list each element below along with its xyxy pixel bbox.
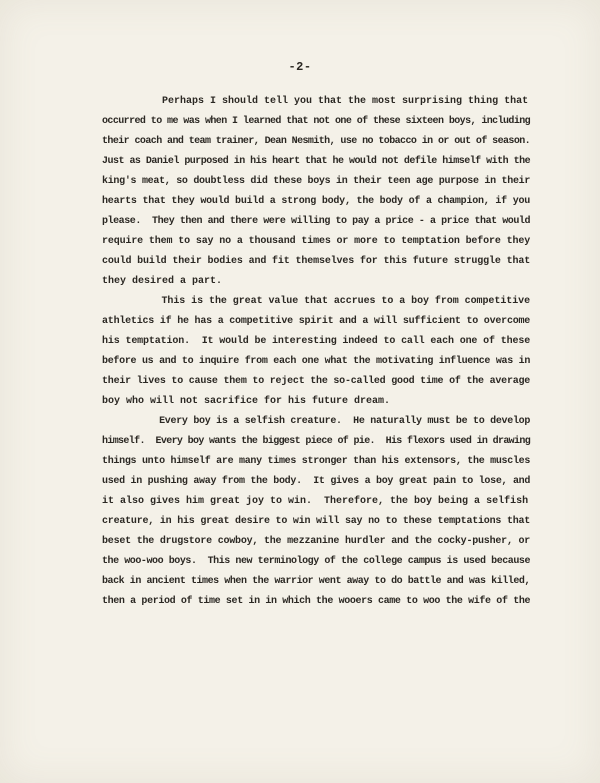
text-line: back in ancient times when the warrior went away to do battle and was killed, (102, 576, 531, 587)
body-text (102, 92, 530, 612)
paragraph-3 (102, 412, 530, 612)
text-line: things unto himself are many times stronger than his extensors, the muscles (102, 456, 531, 467)
text-line: could build their bodies and fit themselves for this future struggle that (102, 256, 531, 267)
text-line: This is the great value that accrues to a boy from competitive (102, 296, 531, 307)
text-line: their coach and team trainer, Dean Nesmith, use no tobacco in or out of season. (102, 136, 531, 147)
text-line: occurred to me was when I learned that not one of these sixteen boys, including (102, 116, 531, 127)
text-line: Every boy is a selfish creature. He naturally must be to develop (102, 416, 531, 427)
text-line: Perhaps I should tell you that the most surprising thing that (102, 96, 529, 107)
text-line: used in pushing away from the body. It gives a boy great pain to lose, and (102, 476, 531, 487)
text-line: it also gives him great joy to win. Therefore, the boy being a selfish (102, 496, 529, 507)
text-line: Just as Daniel purposed in his heart that he would not defile himself with the (102, 156, 531, 167)
text-line: they desired a part. (102, 276, 223, 287)
text-line: then a period of time set in in which the wooers came to woo the wife of the (102, 596, 531, 607)
text-line: creature, in his great desire to win will say no to these temptations that (102, 516, 531, 527)
text-line: himself. Every boy wants the biggest piece of pie. His flexors used in drawing (102, 436, 531, 447)
text-line: boy who will not sacrifice for his future dream. (102, 396, 391, 407)
paragraph-1 (102, 92, 530, 292)
text-line: their lives to cause them to reject the so-called good time of the average (102, 376, 531, 387)
text-line: his temptation. It would be interesting indeed to call each one of these (102, 336, 531, 347)
paragraph-2 (102, 292, 530, 412)
text-line: hearts that they would build a strong body, the body of a champion, if you (102, 196, 531, 207)
text-line: before us and to inquire from each one what the motivating influence was in (102, 356, 531, 367)
page-number: -2- (288, 60, 312, 74)
text-line: beset the drugstore cowboy, the mezzanine hurdler and the cocky-pusher, or (102, 536, 531, 547)
text-line: the woo-woo boys. This new terminology of the college campus is used because (102, 556, 531, 567)
text-line: require them to say no a thousand times or more to temptation before they (102, 236, 531, 247)
text-line: king's meat, so doubtless did these boys in their teen age purpose in their (102, 176, 531, 187)
text-line: athletics if he has a competitive spirit and a will sufficient to overcome (102, 316, 531, 327)
text-line: please. They then and there were willing to pay a price - a price that would (102, 216, 531, 227)
